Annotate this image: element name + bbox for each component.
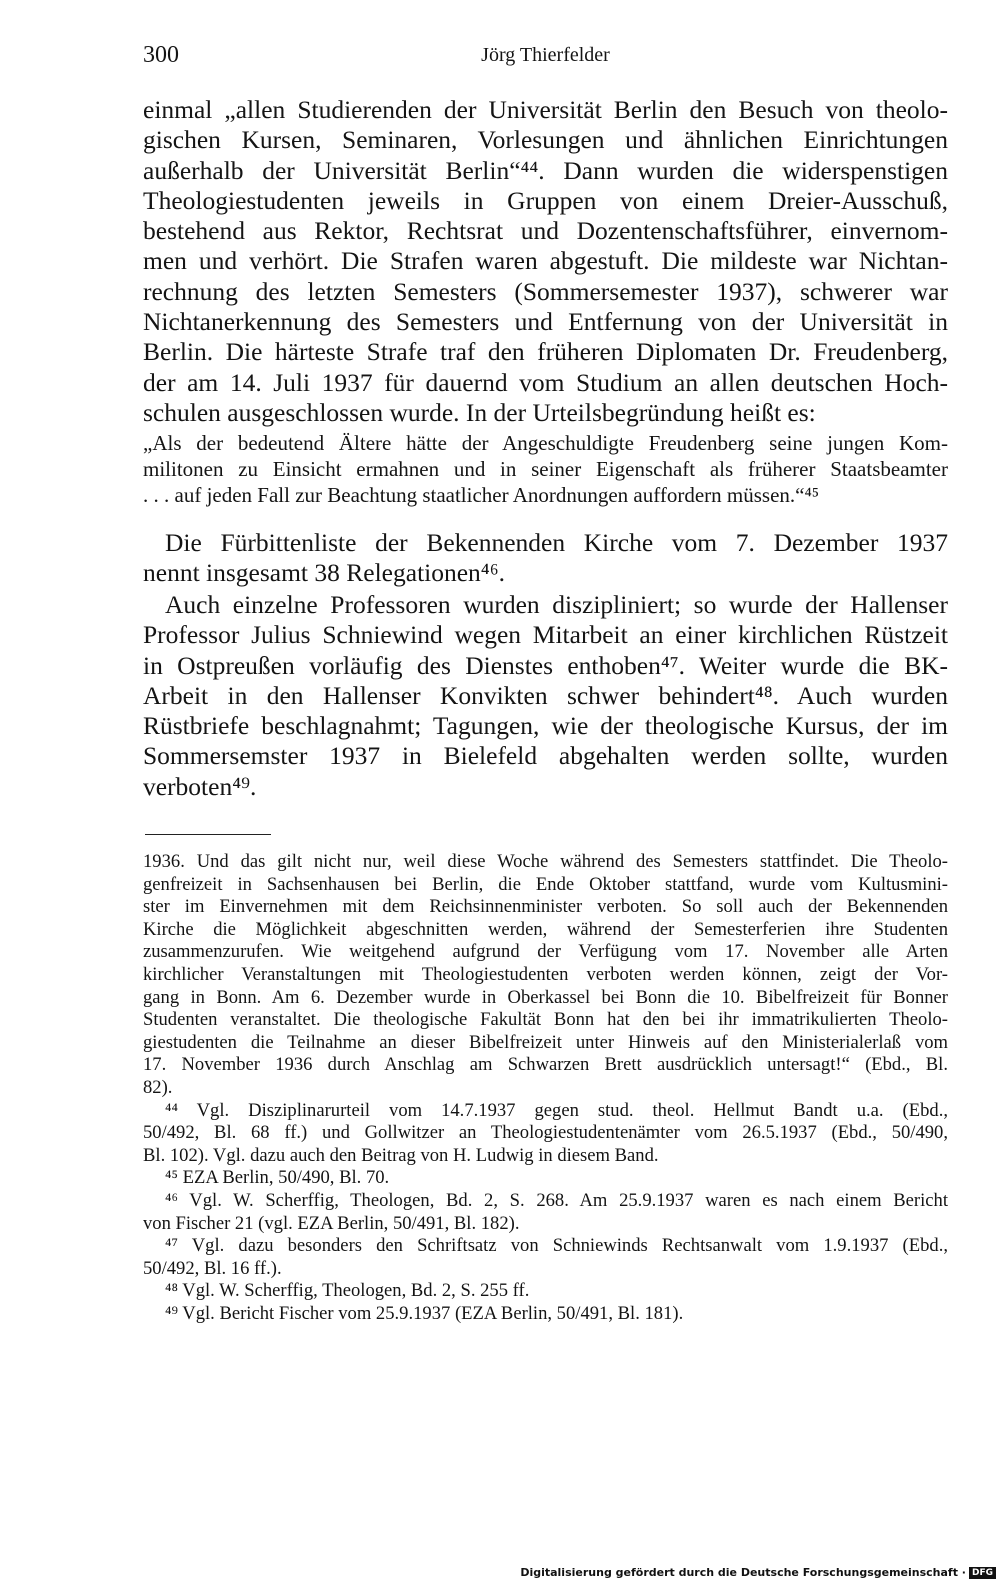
text-line: men und verhört. Die Strafen waren abgestuft. Die mildeste war Nichtan- — [143, 246, 948, 276]
footnote-line: ster im Einvernehmen mit dem Reichsinnenminister verboten. So soll auch der Bekennenden — [143, 896, 948, 918]
text-line: Nichtanerkennung des Semesters und Entfernung von der Universität in — [143, 307, 948, 337]
paragraph-3 — [143, 590, 948, 802]
footnote-line: gang in Bonn. Am 6. Dezember wurde in Oberkassel bei Bonn die 10. Bibelfreizeit für Bonner — [143, 986, 948, 1008]
footnote-line: Studenten veranstaltet. Die theologische Fakultät Bonn hat den bei ihr immatrikulierten Theolo- — [143, 1009, 948, 1031]
dfg-logo: DFG — [969, 1567, 996, 1579]
text-line: gischen Kursen, Seminaren, Vorlesungen und ähnlichen Einrichtungen — [143, 125, 948, 155]
footnote-line: giestudenten die Teilnahme an dieser Bibelfreizeit unter Hinweis auf den Ministerialerlaß vom — [143, 1031, 948, 1053]
quote-line: militonen zu Einsicht ermahnen und in seiner Eigenschaft als früherer Staatsbeamter — [143, 456, 948, 481]
text-line: Professor Julius Schniewind wegen Mitarbeit an einer kirchlichen Rüstzeit — [143, 620, 948, 650]
footnote-line: ⁴⁹ Vgl. Bericht Fischer vom 25.9.1937 (EZA Berlin, 50/491, Bl. 181). — [165, 1302, 684, 1324]
text-line: Auch einzelne Professoren wurden diszipliniert; so wurde der Hallenser — [165, 590, 948, 619]
text-line: in Ostpreußen vorläufig des Dienstes enthoben⁴⁷. Weiter wurde die BK- — [143, 650, 948, 680]
footnote-line: 82). — [143, 1076, 173, 1098]
footnote-line: ⁴⁸ Vgl. W. Scherffig, Theologen, Bd. 2, S. 255 ff. — [165, 1280, 530, 1302]
credit-text: Digitalisierung gefördert durch die Deutsche Forschungsgemeinschaft · — [520, 1566, 966, 1579]
quote-line: . . . auf jeden Fall zur Beachtung staatlicher Anordnungen auffordern müssen.“⁴⁵ — [143, 482, 820, 507]
text-line: Die Fürbittenliste der Bekennenden Kirche vom 7. Dezember 1937 — [165, 528, 948, 557]
block-quote — [143, 431, 948, 508]
footnote-44 — [143, 1100, 948, 1168]
text-line: Rüstbriefe beschlagnahmt; Tagungen, wie der theologische Kursus, der im — [143, 711, 948, 741]
page-header — [143, 42, 948, 72]
text-line: außerhalb der Universität Berlin“⁴⁴. Dann wurden die widerspenstigen — [143, 155, 948, 185]
footnote-line: zusammenzurufen. Wie weitgehend aufgrund der Verfügung vom 17. November alle Arten — [143, 941, 948, 963]
text-line: verboten⁴⁹. — [143, 771, 257, 801]
text-line: rechnung des letzten Semesters (Sommersemester 1937), schwerer war — [143, 276, 948, 306]
footnote-line: ⁴⁴ Vgl. Disziplinarurteil vom 14.7.1937 gegen stud. theol. Hellmut Bandt u.a. (Ebd., — [165, 1099, 948, 1121]
footnote-45 — [143, 1167, 948, 1190]
text-line: nennt insgesamt 38 Relegationen⁴⁶. — [143, 558, 505, 588]
footnote-line: 50/492, Bl. 16 ff.). — [143, 1257, 282, 1279]
footnote-line: Kirche die Möglichkeit abgeschnitten werden, während der Semesterferien ihre Studenten — [143, 918, 948, 940]
text-line: Arbeit in den Hallenser Konvikten schwer behindert⁴⁸. Auch wurden — [143, 680, 948, 710]
footnote-line: ⁴⁶ Vgl. W. Scherffig, Theologen, Bd. 2, S. 268. Am 25.9.1937 waren es nach einem Bericht — [165, 1189, 948, 1211]
footnote-separator — [145, 834, 271, 835]
text-line: Berlin. Die härteste Strafe traf den früheren Diplomaten Dr. Freudenberg, — [143, 337, 948, 367]
footnote-line: ⁴⁵ EZA Berlin, 50/490, Bl. 70. — [165, 1167, 390, 1189]
footnote-49 — [143, 1303, 948, 1326]
running-head: Jörg Thierfelder — [481, 44, 610, 66]
footnote-line: kirchlicher Veranstaltungen mit Theologiestudenten verboten werden können, zeigt der Vor- — [143, 963, 948, 985]
text-line: einmal „allen Studierenden der Universität Berlin den Besuch von theolo- — [143, 95, 948, 124]
text-line: Theologiestudenten jeweils in Gruppen von einem Dreier-Ausschuß, — [143, 185, 948, 215]
footnote-line: von Fischer 21 (vgl. EZA Berlin, 50/491, Bl. 182). — [143, 1212, 520, 1234]
footnote-line: 17. November 1936 durch Anschlag am Schwarzen Brett ausdrücklich untersagt!“ (Ebd., Bl. — [143, 1054, 948, 1076]
footnote-line: ⁴⁷ Vgl. dazu besonders den Schriftsatz von Schniewinds Rechtsanwalt vom 1.9.1937 (Ebd., — [165, 1235, 948, 1257]
text-line: Sommersemster 1937 in Bielefeld abgehalten werden sollte, wurden — [143, 741, 948, 771]
footnote-46 — [143, 1190, 948, 1235]
page-number: 300 — [143, 42, 179, 68]
footnote-48 — [143, 1280, 948, 1303]
text-line: bestehend aus Rektor, Rechtsrat und Dozentenschaftsführer, einvernom- — [143, 216, 948, 246]
text-line: der am 14. Juli 1937 für dauernd vom Studium an allen deutschen Hoch- — [143, 367, 948, 397]
paragraph-1 — [143, 95, 948, 428]
footnote-continuation — [143, 851, 948, 1100]
quote-line: „Als der bedeutend Ältere hätte der Angeschuldigte Freudenberg seine jungen Kom- — [143, 431, 948, 455]
footnote-line: Bl. 102). Vgl. dazu auch den Beitrag von H. Ludwig in diesem Band. — [143, 1144, 659, 1166]
footnote-47 — [143, 1235, 948, 1280]
footnotes — [143, 851, 948, 1325]
footnote-line: 50/492, Bl. 68 ff.) und Gollwitzer an Theologiestudentenämter vom 26.5.1937 (Ebd., 50/490, — [143, 1122, 948, 1144]
paragraph-2 — [143, 528, 948, 589]
digitization-credit — [520, 1566, 996, 1579]
footnote-line: genfreizeit in Sachsenhausen bei Berlin, die Ende Oktober stattfand, wurde vom Kultusmini- — [143, 873, 948, 895]
footnote-line: 1936. Und das gilt nicht nur, weil diese Woche während des Semesters stattfindet. Die Theolo- — [143, 851, 948, 872]
text-line: schulen ausgeschlossen wurde. In der Urteilsbegründung heißt es: — [143, 397, 816, 427]
